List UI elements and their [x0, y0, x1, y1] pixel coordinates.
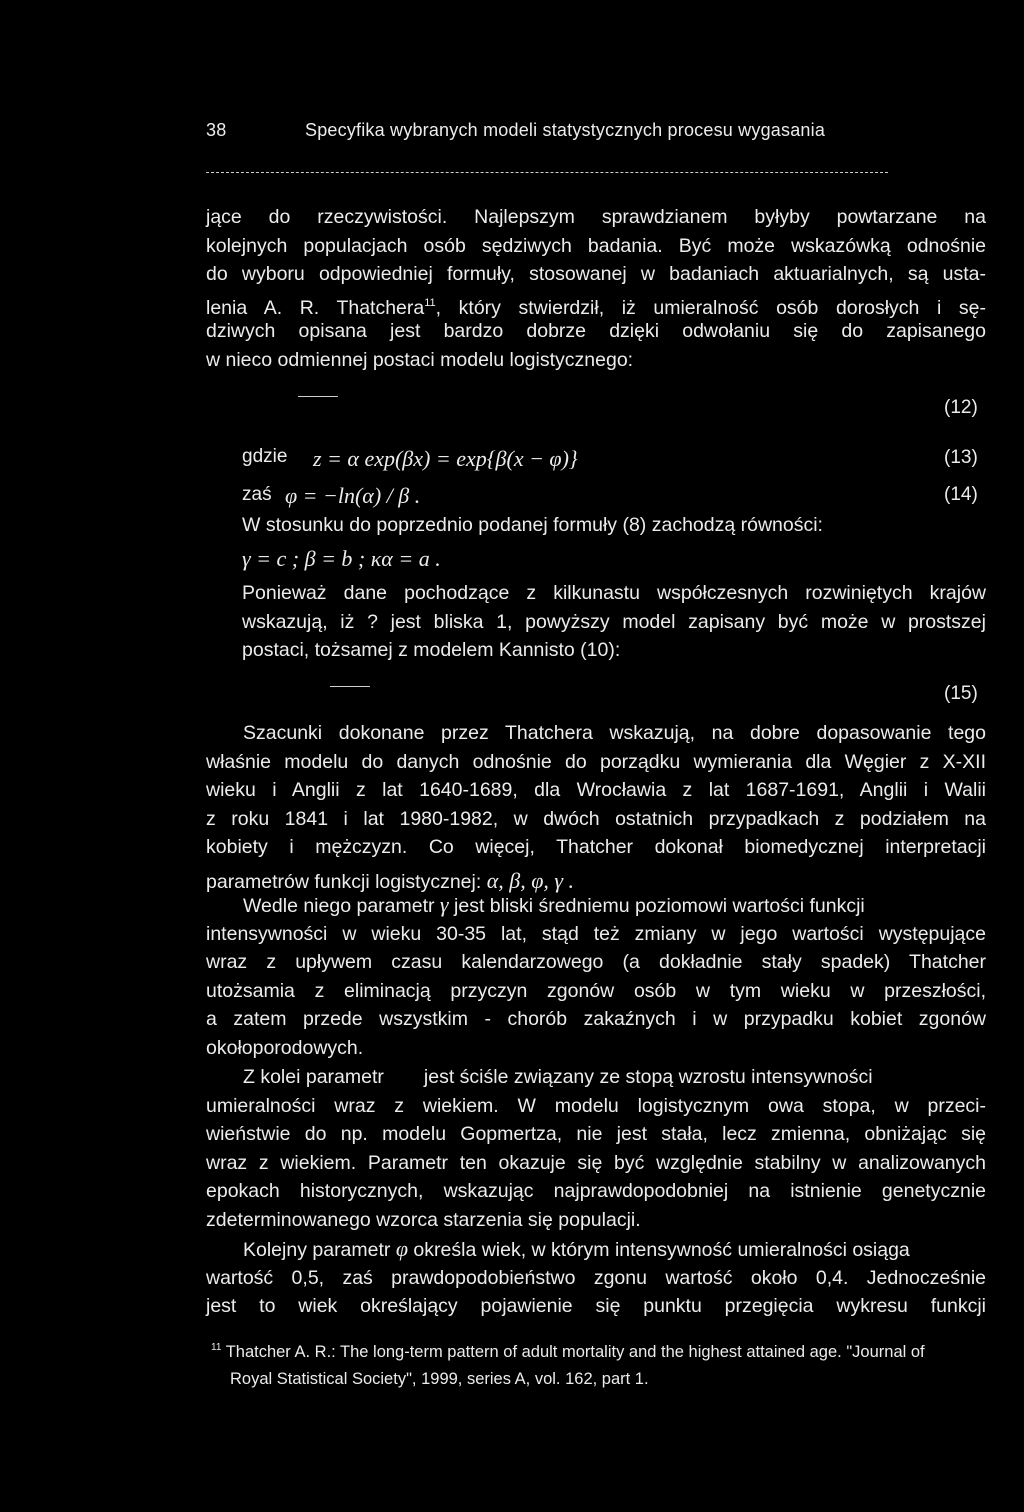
- text-line: Szacunki dokonane przez Thatchera wskazują, na dobre dopasowanie tego: [243, 722, 986, 744]
- text-line: w nieco odmiennej postaci modelu logistycznego:: [206, 348, 634, 371]
- text-line: wskazują, iż ? jest bliska 1, powyższy model zapisany być może w prostszej: [242, 610, 986, 633]
- gamma-symbol: γ: [439, 892, 449, 917]
- text-line: do wyboru odpowiedniej formuły, stosowanej w badaniach aktuarialnych, są usta-: [206, 263, 986, 285]
- equation-prefix: gdzie: [242, 446, 288, 467]
- equation-formula: φ = −ln(α) / β .: [285, 483, 421, 508]
- footnote-ref[interactable]: 11: [424, 296, 436, 309]
- text-line: utożsamia z eliminacją przyczyn zgonów osób w tym wieku w przeszłości,: [206, 979, 986, 1002]
- text-line: postaci, tożsamej z modelem Kannisto (10):: [242, 639, 621, 661]
- paragraph-5: [206, 1063, 986, 1234]
- paragraph-1: [206, 203, 986, 374]
- phi-symbol: φ: [395, 1236, 408, 1261]
- equation-number: (13): [944, 447, 978, 468]
- footnote-line: $^{11}$ Thatcher A. R.: The long-term pattern of adult mortality and the highest attained age. "Journal of: [211, 1342, 925, 1361]
- text-line: intensywności w wieku 30-35 lat, stąd też zmiany w jego wartości występujące: [206, 922, 986, 945]
- equation-placeholder: [298, 396, 338, 397]
- text-line: Z kolei parametr jest ściśle związany ze stopą wzrostu intensywności: [243, 1066, 873, 1088]
- equation-number: (15): [944, 683, 978, 704]
- text-line: umieralności wraz z wiekiem. W modelu logistycznym owa stopa, w przeci-: [206, 1094, 986, 1117]
- paragraph-2: [242, 579, 986, 665]
- text-line: epokach historycznych, wskazując najprawdopodobniej na istnienie genetycznie: [206, 1180, 986, 1202]
- text-line: wraz z upływem czasu kalendarzowego (a dokładnie stały spadek) Thatcher: [206, 951, 986, 973]
- footnote-line: Royal Statistical Society", 1999, series A, vol. 162, part 1.: [230, 1370, 649, 1388]
- footnote-mark: 11: [211, 1342, 222, 1353]
- paragraph-3: [206, 719, 986, 895]
- text-line: kobiety i mężczyzn. Co więcej, Thatcher dokonał biomedycznej interpretacji: [206, 836, 986, 858]
- paragraph-4: [206, 891, 986, 1062]
- parameters-formula: α, β, φ, γ .: [486, 867, 575, 893]
- equation-placeholder: [330, 686, 370, 687]
- text-line: Ponieważ dane pochodzące z kilkunastu współczesnych rozwiniętych krajów: [242, 582, 986, 604]
- paragraph-6: [206, 1235, 986, 1321]
- equation-number: (14): [944, 484, 978, 505]
- text-line: z roku 1841 i lat 1980-1982, w dwóch ostatnich przypadkach z podziałem na: [206, 807, 986, 830]
- text-line: zdeterminowanego wzorca starzenia się populacji.: [206, 1208, 641, 1231]
- text-line: lenia A. R. Thatchera$^{11}$, który stwierdził, iż umieralność osób dorosłych i sę-: [206, 296, 986, 319]
- relations-formula: γ = c ; β = b ; κα = a .: [242, 546, 441, 571]
- text-line: kolejnych populacjach osób sędziwych badania. Być może wskazówką odnośnie: [206, 234, 986, 257]
- text-line: Kolejny parametr φ określa wiek, w którym intensywność umieralności osiąga: [243, 1236, 910, 1261]
- text-line: Wedle niego parametr γ jest bliski średniemu poziomowi wartości funkcji: [243, 892, 865, 917]
- text-line: wraz z wiekiem. Parametr ten okazuje się być względnie stabilny w analizowanych: [206, 1151, 986, 1174]
- text-line: parametrów funkcji logistycznej: α, β, φ, γ .: [206, 867, 575, 893]
- text-line: właśnie modelu do danych odnośnie do porządku wymierania dla Węgier z X-XII: [206, 750, 986, 773]
- text-line: wieństwie do np. modelu Gopmertza, nie jest stała, lecz zmienna, obniżając się: [206, 1123, 986, 1145]
- text-line: wartość 0,5, zaś prawdopodobieństwo zgonu wartość około 0,4. Jednocześnie: [206, 1266, 986, 1289]
- text-line: wieku i Anglii z lat 1640-1689, dla Wrocławia z lat 1687-1691, Anglii i Walii: [206, 779, 986, 801]
- text-line: okołoporodowych.: [206, 1036, 364, 1059]
- equation-formula: z = α exp(βx) = exp{β(x − φ)}: [313, 446, 578, 471]
- equation-number: (12): [944, 397, 978, 418]
- header-rule: [206, 172, 888, 173]
- relations-intro: W stosunku do poprzednio podanej formuły (8) zachodzą równości:: [242, 514, 823, 536]
- footnote: [211, 1334, 991, 1393]
- page-number: 38: [206, 120, 227, 140]
- text-line: a zatem przede wszystkim - chorób zakaźnych i w przypadku kobiet zgonów: [206, 1008, 986, 1030]
- equation-prefix: zaś: [242, 484, 272, 505]
- text-line: dziwych opisana jest bardzo dobrze dzięki odwołaniu się do zapisanego: [206, 320, 986, 342]
- text-line: jące do rzeczywistości. Najlepszym sprawdzianem byłyby powtarzane na: [206, 206, 986, 228]
- running-title: Specyfika wybranych modeli statystycznych procesu wygasania: [305, 120, 826, 140]
- text-line: jest to wiek określający pojawienie się punktu przegięcia wykresu funkcji: [206, 1295, 986, 1317]
